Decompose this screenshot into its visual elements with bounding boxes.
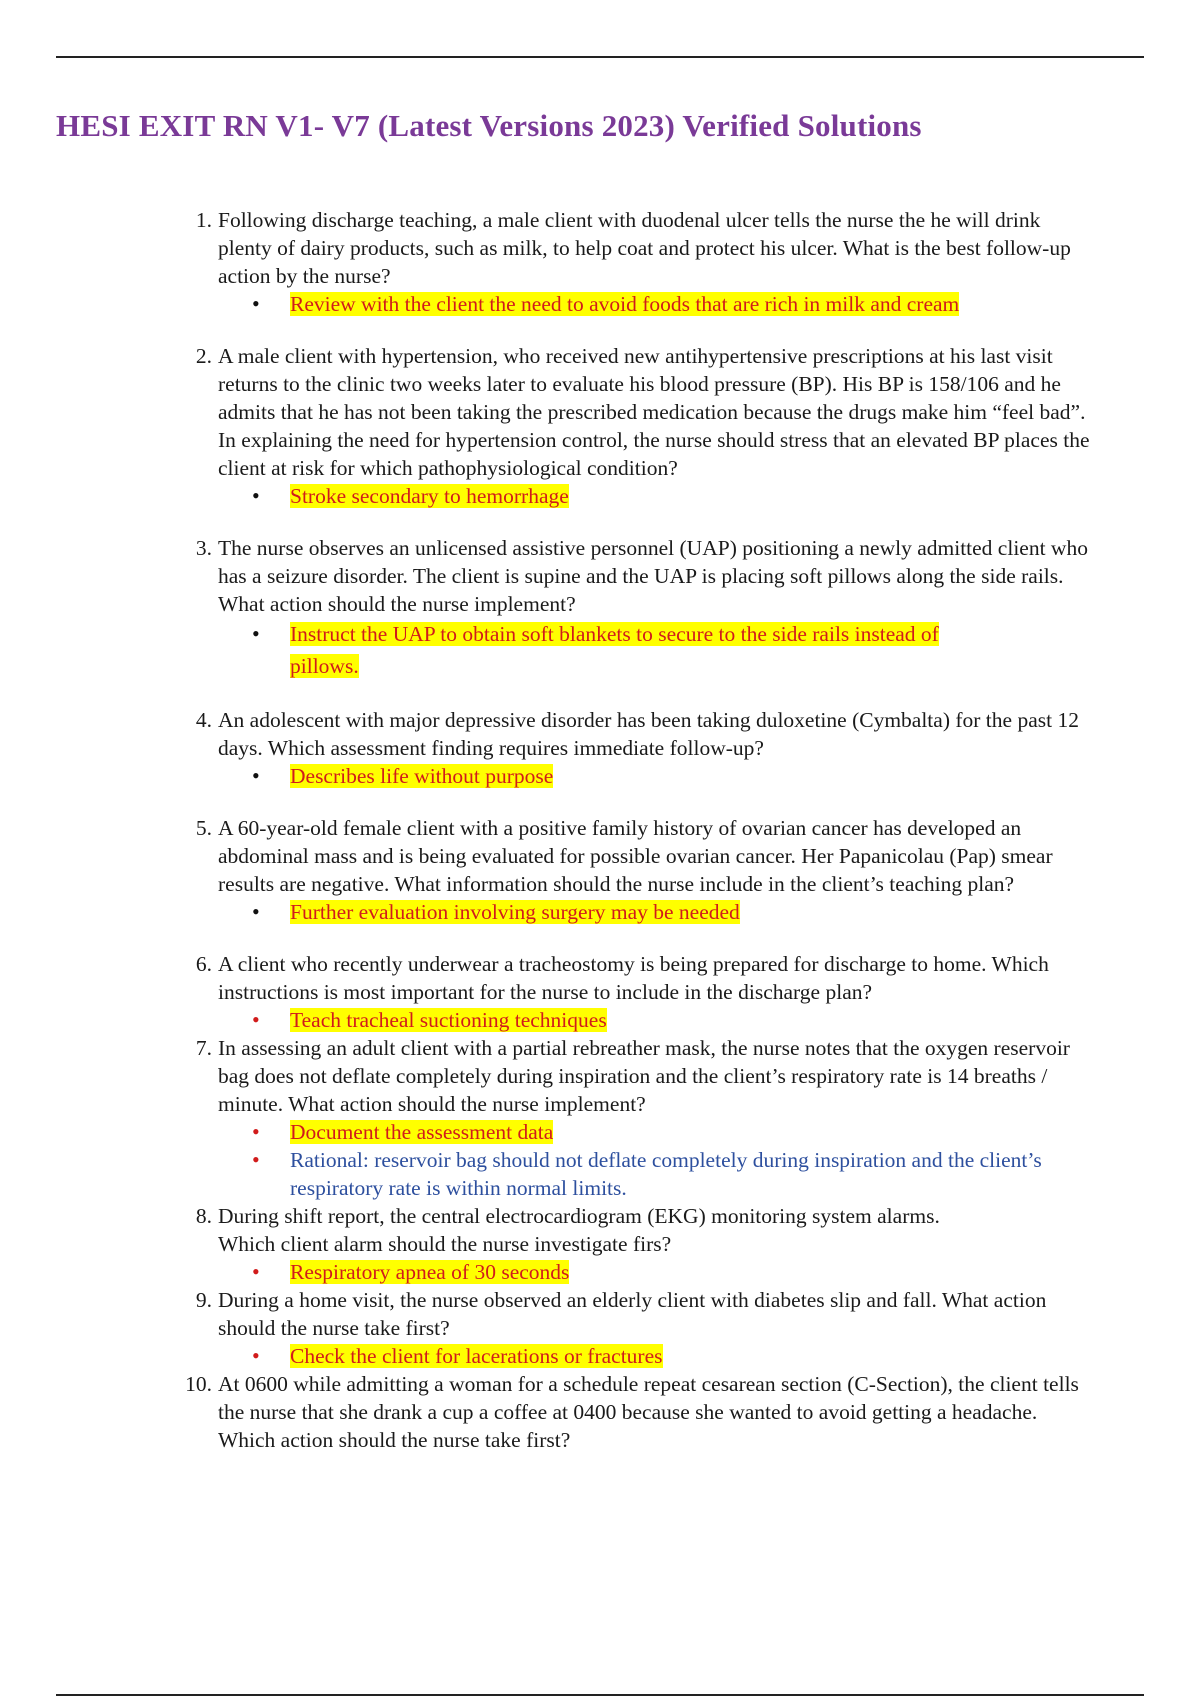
- question-number: 9.: [195, 1288, 212, 1312]
- question-item: [180, 534, 1090, 682]
- answer-text: Respiratory apnea of 30 seconds: [290, 1260, 570, 1284]
- bullet-icon: •: [252, 1119, 260, 1144]
- bullet-icon: •: [252, 1147, 260, 1172]
- bullet-icon: •: [252, 1259, 260, 1284]
- question-text: The nurse observes an unlicensed assistive personnel (UAP) positioning a newly admitted client who has a seizure disorder. The client is supine and the UAP is placing soft pillows along the side rails. What action should the nurse implement?: [218, 536, 1088, 616]
- question-text: Following discharge teaching, a male client with duodenal ulcer tells the nurse the he will drink plenty of dairy products, such as milk, to help coat and protect his ulcer. What is the best follow-up action by the nurse?: [218, 208, 1071, 288]
- question-item: [180, 706, 1090, 790]
- answer-text: Teach tracheal suctioning techniques: [290, 1008, 607, 1032]
- question-text: A 60-year-old female client with a positive family history of ovarian cancer has developed an abdominal mass and is being evaluated for possible ovarian cancer. Her Papanicolau (Pap) smear results are negative. What information should the nurse include in the client’s teaching plan?: [218, 816, 1053, 896]
- answer-list: [218, 1118, 1090, 1202]
- question-number: 8.: [195, 1204, 212, 1228]
- question-text: A male client with hypertension, who received new antihypertensive prescriptions at his last visit returns to the clinic two weeks later to evaluate his blood pressure (BP). His BP is 158/106 and he admits that he has not been taking the prescribed medication because the drugs make him “feel bad”. In explaining the need for hypertension control, the nurse should stress that an elevated BP places the client at risk for which pathophysiological condition?: [218, 344, 1090, 480]
- bullet-icon: •: [252, 483, 260, 508]
- bullet-icon: •: [252, 763, 260, 788]
- question-item: [180, 1034, 1090, 1202]
- answer-text: Stroke secondary to hemorrhage: [290, 484, 569, 508]
- answer-text: Check the client for lacerations or fractures: [290, 1344, 663, 1368]
- bottom-rule: [56, 1694, 1144, 1696]
- answer-item: [218, 290, 1090, 318]
- question-text: In assessing an adult client with a partial rebreather mask, the nurse notes that the oxygen reservoir bag does not deflate completely during inspiration and the client’s respiratory rate is 14 breaths / minute. What action should the nurse implement?: [218, 1036, 1070, 1116]
- answer-item: [218, 618, 1090, 682]
- answer-item: [218, 1258, 1090, 1286]
- answer-item: [218, 898, 1090, 926]
- rationale-item: [218, 1146, 1090, 1202]
- question-text: At 0600 while admitting a woman for a schedule repeat cesarean section (C-Section), the client tells the nurse that she drank a cup a coffee at 0400 because she wanted to avoid getting a headache. Which action should the nurse take first?: [218, 1372, 1079, 1452]
- question-number: 1.: [195, 208, 212, 232]
- bullet-icon: •: [252, 899, 260, 924]
- question-item: [180, 206, 1090, 318]
- answer-item: [218, 482, 1090, 510]
- answer-text: Instruct the UAP to obtain soft blankets to secure to the side rails instead of pillows.: [290, 622, 939, 678]
- question-text: During a home visit, the nurse observed an elderly client with diabetes slip and fall. What action should the nurse take first?: [218, 1288, 1047, 1340]
- answer-list: [218, 482, 1090, 510]
- answer-list: [218, 290, 1090, 318]
- question-item: [180, 342, 1090, 510]
- answer-list: [218, 898, 1090, 926]
- question-number: 10.: [185, 1372, 212, 1396]
- answer-list: [218, 618, 1090, 682]
- answer-list: [218, 1342, 1090, 1370]
- question-number: 4.: [195, 708, 212, 732]
- question-number: 5.: [195, 816, 212, 840]
- answer-item: [218, 762, 1090, 790]
- question-text: During shift report, the central electrocardiogram (EKG) monitoring system alarms. Which client alarm should the nurse investigate firs?: [218, 1204, 940, 1256]
- question-item: [180, 1370, 1090, 1454]
- question-number: 2.: [195, 344, 212, 368]
- rationale-text: Rational: reservoir bag should not deflate completely during inspiration and the client’s respiratory rate is within normal limits.: [290, 1148, 1042, 1200]
- question-number: 7.: [195, 1036, 212, 1060]
- answer-list: [218, 762, 1090, 790]
- answer-list: [218, 1258, 1090, 1286]
- answer-item: [218, 1118, 1090, 1146]
- question-number: 6.: [195, 952, 212, 976]
- answer-item: [218, 1342, 1090, 1370]
- answer-item: [218, 1006, 1090, 1034]
- bullet-icon: •: [252, 1343, 260, 1368]
- answer-text: Review with the client the need to avoid foods that are rich in milk and cream: [290, 292, 960, 316]
- question-text: An adolescent with major depressive disorder has been taking duloxetine (Cymbalta) for the past 12 days. Which assessment finding requires immediate follow-up?: [218, 708, 1079, 760]
- question-text: A client who recently underwear a tracheostomy is being prepared for discharge to home. Which instructions is most important for the nurse to include in the discharge plan?: [218, 952, 1049, 1004]
- question-number: 3.: [195, 536, 212, 560]
- question-list: [180, 206, 1090, 1454]
- answer-text: Describes life without purpose: [290, 764, 554, 788]
- question-item: [180, 1286, 1090, 1370]
- answer-text: Document the assessment data: [290, 1120, 554, 1144]
- document-title: HESI EXIT RN V1- V7 (Latest Versions 2023) Verified Solutions: [56, 108, 922, 143]
- bullet-icon: •: [252, 1007, 260, 1032]
- bullet-icon: •: [252, 621, 260, 646]
- top-rule: [56, 56, 1144, 58]
- answer-list: [218, 1006, 1090, 1034]
- question-item: [180, 950, 1090, 1034]
- bullet-icon: •: [252, 291, 260, 316]
- question-item: [180, 1202, 1090, 1286]
- answer-text: Further evaluation involving surgery may be needed: [290, 900, 740, 924]
- question-item: [180, 814, 1090, 926]
